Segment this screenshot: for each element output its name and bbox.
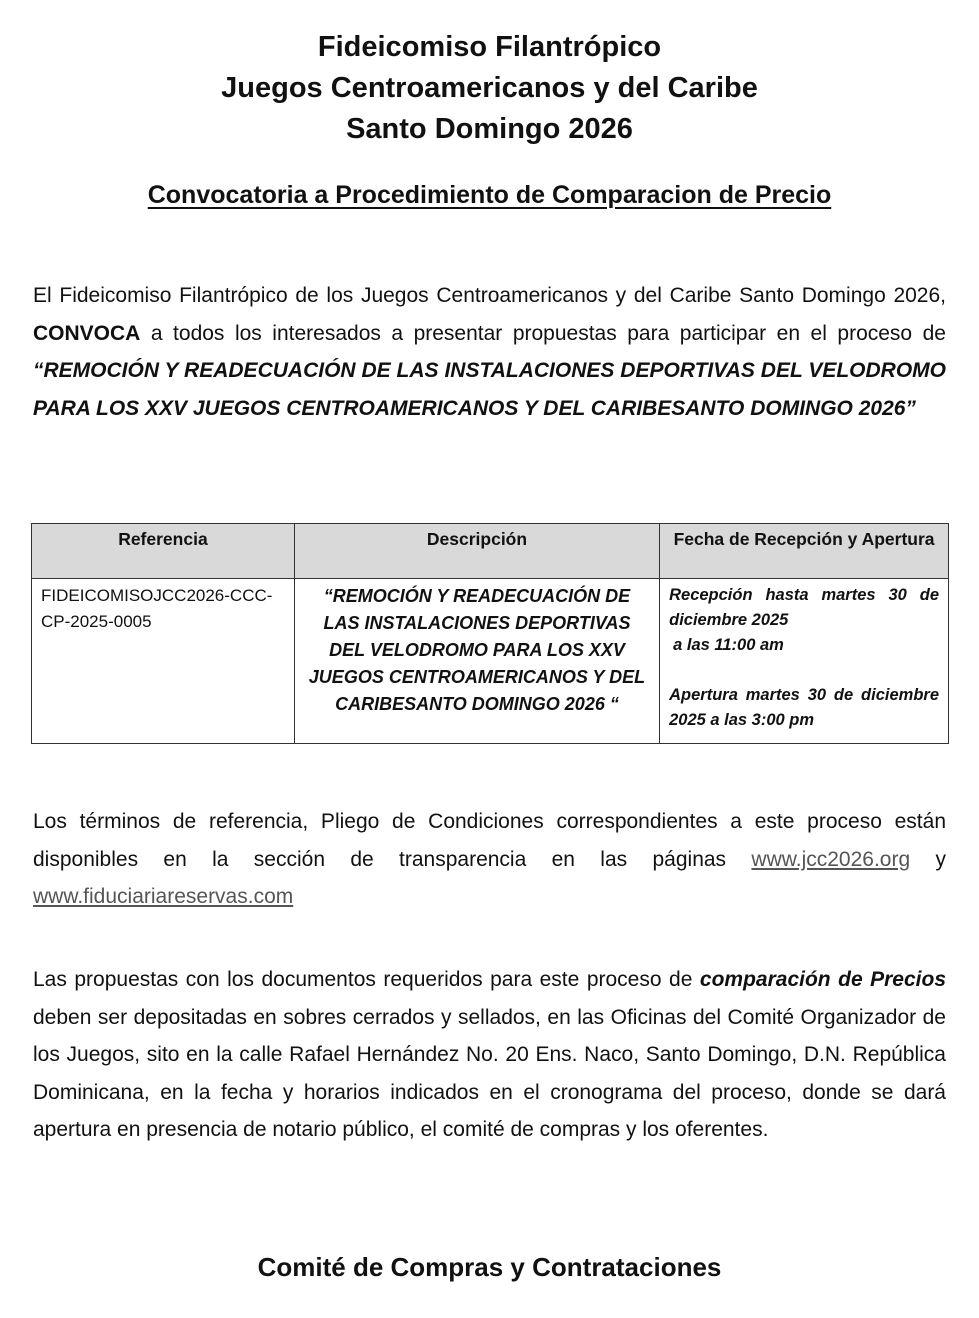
reception-time: a las 11:00 am: [673, 636, 784, 654]
header-descripcion: Descripción: [294, 524, 659, 579]
document-subtitle: [0, 178, 979, 212]
process-table: [31, 523, 949, 744]
proposals-text-1: Las propuestas con los documentos requeridos para este proceso de: [33, 968, 700, 991]
title-line-3: Santo Domingo 2026: [346, 113, 633, 145]
intro-paragraph: [33, 277, 946, 427]
intro-text-2: a todos los interesados a presentar propuestas para participar en el proceso de: [140, 321, 946, 345]
terms-paragraph: [33, 803, 946, 916]
signature-line: Comité de Compras y Contrataciones: [257, 1252, 722, 1282]
proposals-text-2: deben ser depositadas en sobres cerrados y sellados, en las Oficinas del Comité Organizador de los Juegos, sito en la calle Rafael Hernández No. 20 Ens. Naco, Santo Domingo, D.N. República Dominicana, en la fecha y horarios indicados en el cronograma del proceso, donde se dará apertura en presencia de notario público, el comité de compras y los oferentes.: [33, 1005, 946, 1141]
reception-date: Recepción hasta martes 30 de diciembre 2025: [669, 586, 939, 629]
cell-reference: FIDEICOMISOJCC2026-CCC-CP-2025-0005: [32, 579, 295, 744]
title-line-2: Juegos Centroamericanos y del Caribe: [221, 72, 758, 104]
cell-description: “REMOCIÓN Y READECUACIÓN DE LAS INSTALACIONES DEPORTIVAS DEL VELODROMO PARA LOS XXV JUEGOS CENTROAMERICANOS Y DEL CARIBESANTO DOMINGO 2026 “: [294, 579, 659, 744]
terms-text: Los términos de referencia, Pliego de Condiciones correspondientes a este proceso están disponibles en la sección de transparencia en las páginas: [33, 810, 946, 871]
table-row: [32, 579, 949, 744]
proposals-paragraph: [33, 961, 946, 1149]
intro-convoca: CONVOCA: [33, 321, 141, 345]
opening-date: Apertura martes 30 de diciembre 2025 a las 3:00 pm: [669, 686, 939, 729]
intro-project-name: “REMOCIÓN Y READECUACIÓN DE LAS INSTALACIONES DEPORTIVAS DEL VELODROMO PARA LOS XXV JUEGOS CENTROAMERICANOS Y DEL CARIBESANTO DOMINGO 2026”: [33, 359, 946, 420]
proposals-emphasis: comparación de Precios: [699, 968, 947, 991]
subtitle-text: Convocatoria a Procedimiento de Comparacion de Precio: [147, 181, 832, 209]
cell-dates: [660, 579, 949, 744]
header-fecha: Fecha de Recepción y Apertura: [660, 524, 949, 579]
table-header-row: [32, 524, 949, 579]
document-title: [0, 27, 979, 150]
link-fiduciariareservas[interactable]: www.fiduciariareservas.com: [33, 885, 294, 908]
terms-connector: y: [910, 847, 946, 871]
header-referencia: Referencia: [32, 524, 295, 579]
spacer: [669, 658, 939, 683]
link-jcc2026[interactable]: www.jcc2026.org: [751, 847, 911, 871]
title-line-1: Fideicomiso Filantrópico: [317, 31, 662, 63]
intro-text-1: El Fideicomiso Filantrópico de los Juegos Centroamericanos y del Caribe Santo Domingo 2026,: [33, 284, 946, 307]
